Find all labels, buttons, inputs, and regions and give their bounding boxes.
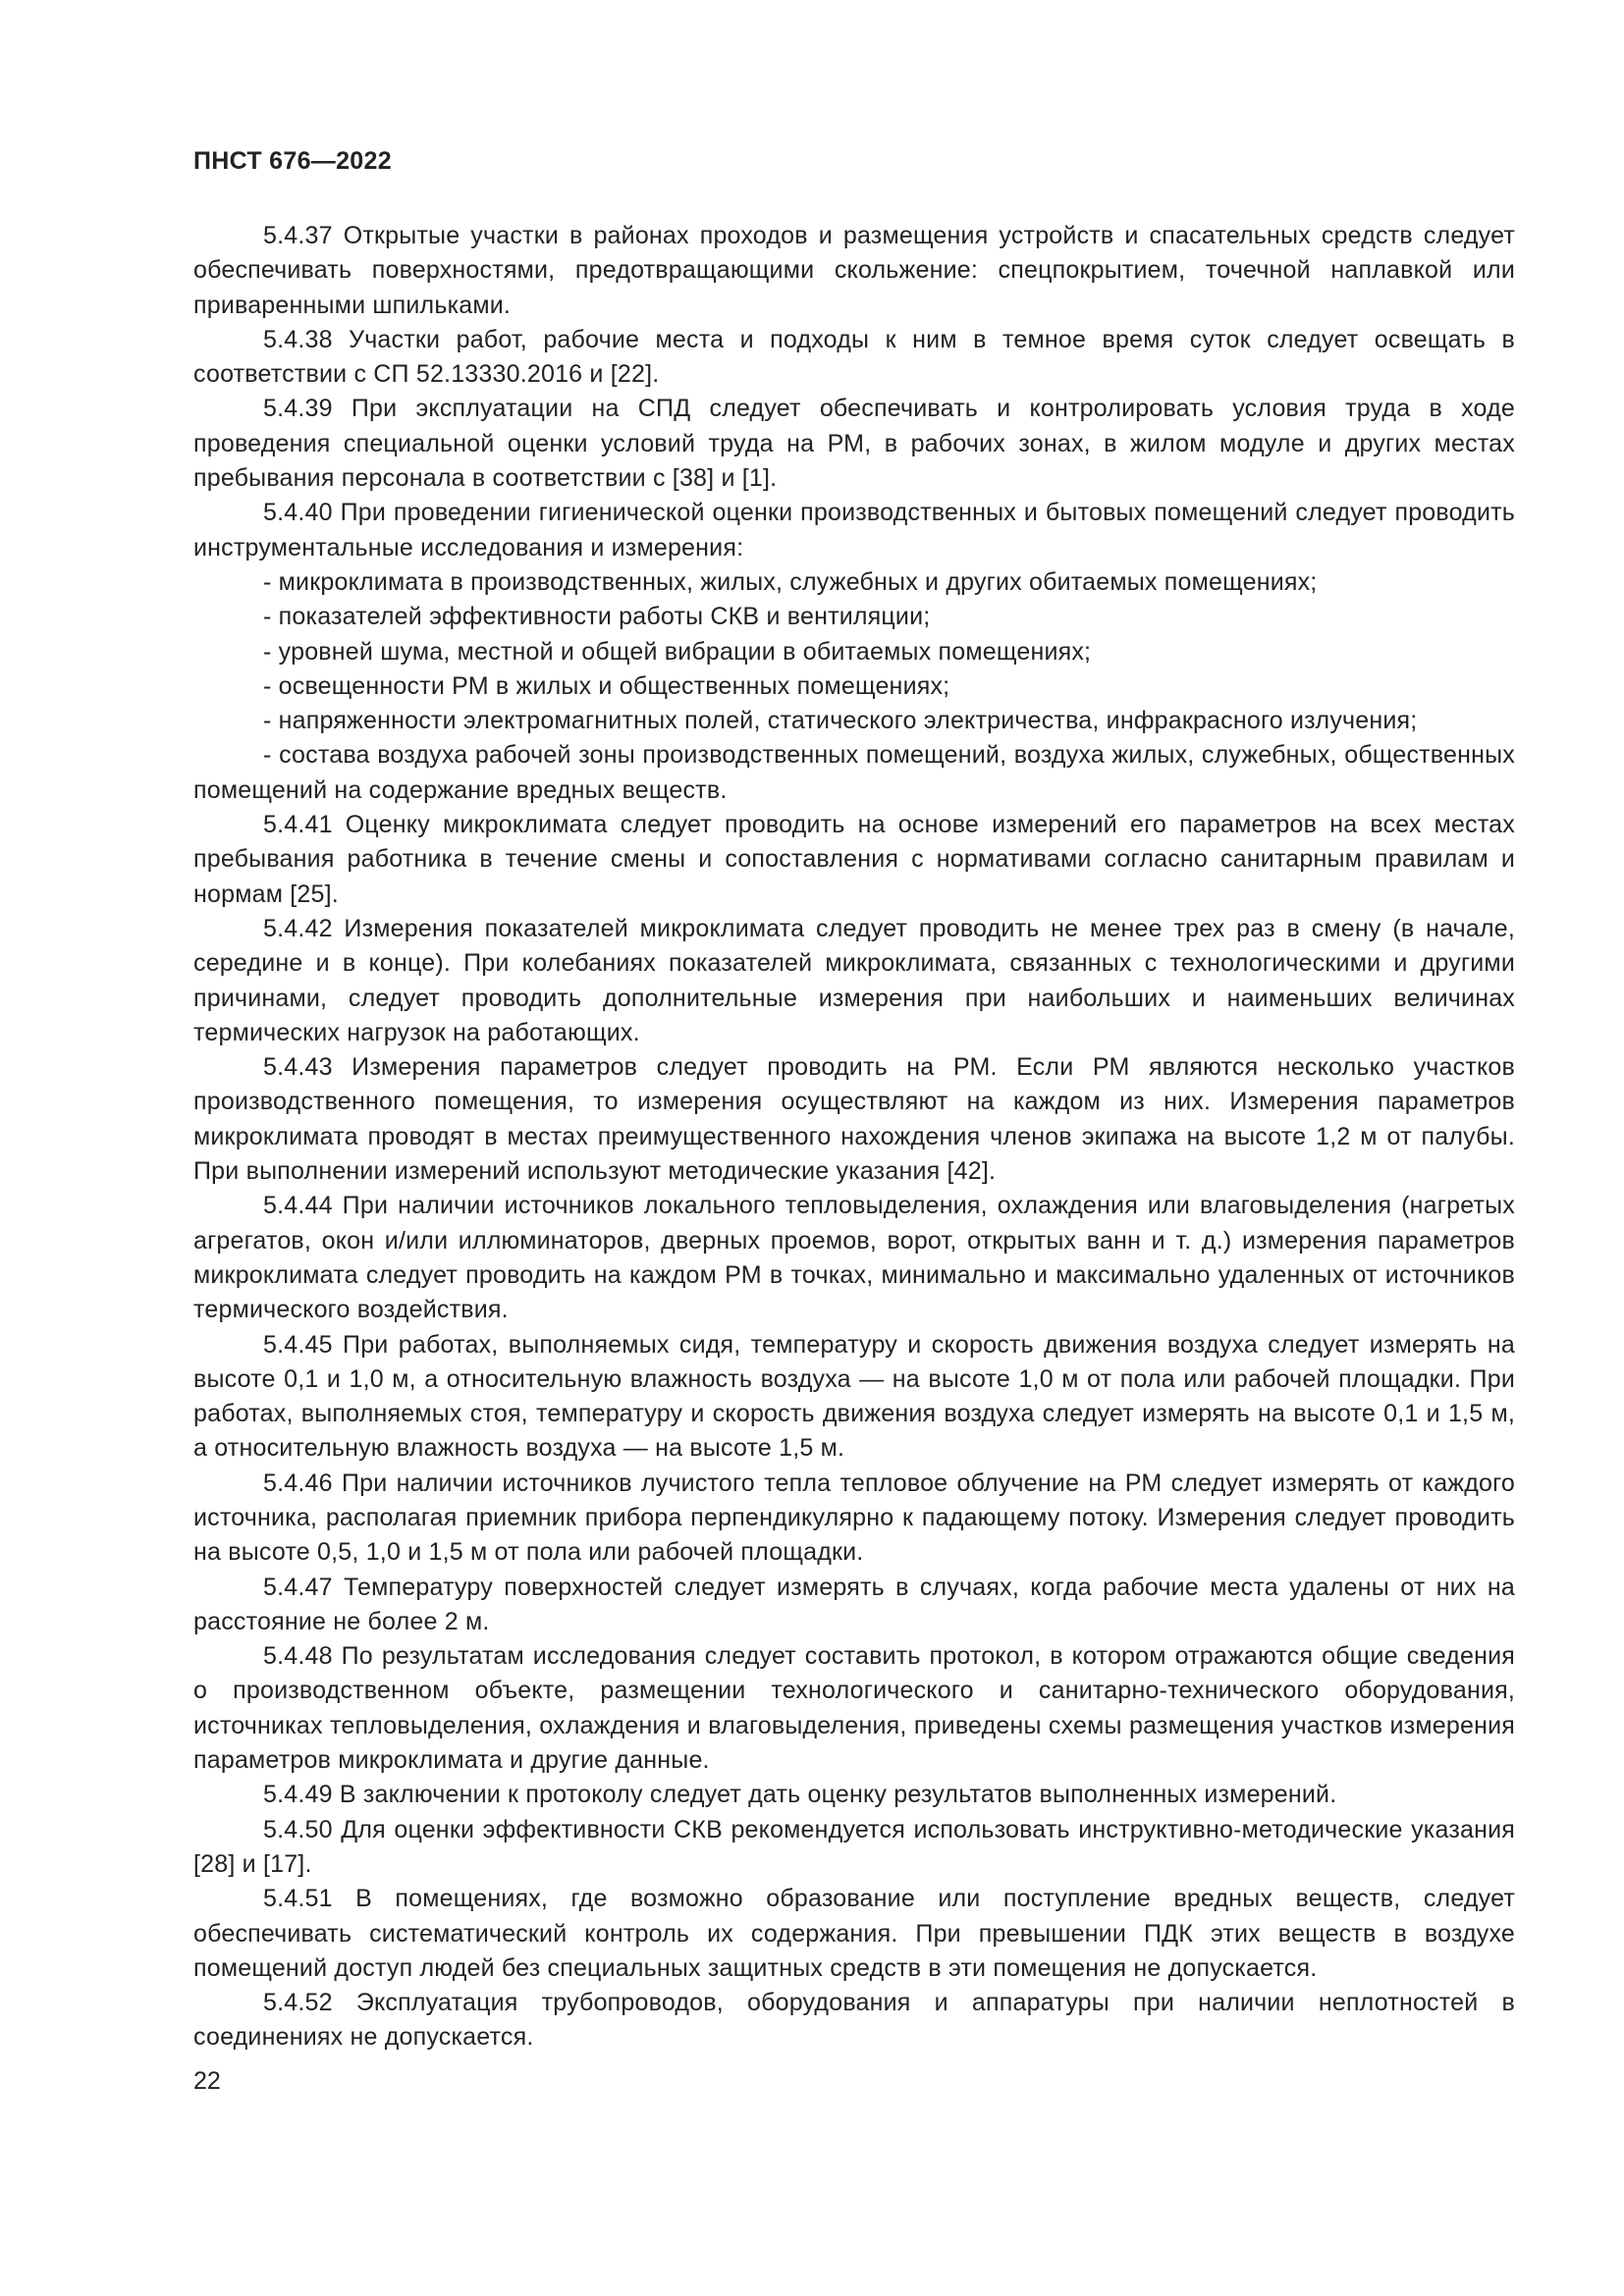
paragraph-5-4-49: 5.4.49 В заключении к протоколу следует дать оценку результатов выполненных измерений. [263, 1781, 1337, 1809]
paragraph-5-4-47: 5.4.47 Температуру поверхностей следует измерять в случаях, когда рабочие места удалены от них на расстояние не более 2 м. [193, 1573, 1515, 1635]
paragraph-5-4-43: 5.4.43 Измерения параметров следует проводить на РМ. Если РМ являются несколько участков производственного помещения, то измерения осуществляют на каждом из них. Измерения параметров микроклимата проводят в местах преимущественного нахождения членов экипажа на высоте 1,2 м от палубы. При выполнении измерений используют методические указания [42]. [193, 1053, 1515, 1186]
paragraph-5-4-40: 5.4.40 При проведении гигиенической оценки производственных и бытовых помещений следует проводить инструментальные исследования и измерения: [193, 499, 1515, 561]
paragraph-5-4-48: 5.4.48 По результатам исследования следует составить протокол, в котором отражаются общие сведения о производственном объекте, размещении технологического и санитарно-технического оборудования, источниках тепловыделения, охлаждения и влаговыделения, приведены схемы размещения участков измерения параметров микроклимата и другие данные. [193, 1642, 1515, 1775]
list-item: - состава воздуха рабочей зоны производственных помещений, воздуха жилых, служебных, общественных помещений на содержание вредных веществ. [193, 741, 1515, 804]
list-item: - освещенности РМ в жилых и общественных помещениях; [263, 671, 950, 700]
paragraph-5-4-39: 5.4.39 При эксплуатации на СПД следует обеспечивать и контролировать условия труда в ходе проведения специальной оценки условий труда на РМ, в рабочих зонах, в жилом модуле и других местах пребывания персонала в соответствии с [38] и [1]. [193, 395, 1515, 493]
paragraph-5-4-41: 5.4.41 Оценку микроклимата следует проводить на основе измерений его параметров на всех местах пребывания работника в течение смены и сопоставления с нормативами согласно санитарным правилам и нормам [25]. [193, 811, 1515, 908]
paragraph-5-4-46: 5.4.46 При наличии источников лучистого тепла тепловое облучение на РМ следует измерять от каждого источника, располагая приемник прибора перпендикулярно к падающему потоку. Измерения следует проводить на высоте 0,5, 1,0 и 1,5 м от пола или рабочей площадки. [193, 1468, 1515, 1567]
paragraph-5-4-51: 5.4.51 В помещениях, где возможно образование или поступление вредных веществ, следует обеспечивать систематический контроль их содержания. При превышении ПДК этих веществ в воздухе помещений доступ людей без специальных защитных средств в эти помещения не допускается. [193, 1885, 1515, 1982]
list-item: - показателей эффективности работы СКВ и вентиляции; [263, 603, 931, 631]
paragraph-5-4-42: 5.4.42 Измерения показателей микроклимата следует проводить не менее трех раз в смену (в начале, середине и в конце). При колебаниях показателей микроклимата, связанных с технологическими и другими причинами, следует проводить дополнительные измерения при наибольших и наименьших величинах термических нагрузок на работающих. [193, 914, 1515, 1046]
document-page [193, 0, 1515, 2296]
page-number: 22 [193, 2067, 221, 2095]
paragraph-5-4-44: 5.4.44 При наличии источников локального тепловыделения, охлаждения или влаговыделения (нагретых агрегатов, окон и/или иллюминаторов, дверных проемов, ворот, открытых ванн и т. д.) измерения параметров микроклимата следует проводить на каждом РМ в точках, минимально и максимально удаленных от источников термического воздействия. [193, 1192, 1515, 1324]
paragraph-5-4-45: 5.4.45 При работах, выполняемых сидя, температуру и скорость движения воздуха следует измерять на высоте 0,1 и 1,0 м, а относительную влажность воздуха — на высоте 1,0 м от пола или рабочей площадки. При работах, выполняемых стоя, температуру и скорость движения воздуха следует измерять на высоте 0,1 и 1,5 м, а относительную влажность воздуха — на высоте 1,5 м. [193, 1330, 1515, 1463]
list-item: - уровней шума, местной и общей вибрации в обитаемых помещениях; [263, 637, 1092, 666]
paragraph-5-4-50: 5.4.50 Для оценки эффективности СКВ рекомендуется использовать инструктивно-методические указания [28] и [17]. [193, 1815, 1515, 1878]
document-body [193, 219, 1515, 2056]
paragraph-5-4-38: 5.4.38 Участки работ, рабочие места и подходы к ним в темное время суток следует освещать в соответствии с СП 52.13330.2016 и [22]. [193, 325, 1515, 389]
document-header: ПНСТ 676—2022 [193, 147, 392, 175]
list-item: - напряженности электромагнитных полей, статического электричества, инфракрасного излучения; [263, 707, 1418, 735]
paragraph-5-4-37: 5.4.37 Открытые участки в районах проходов и размещения устройств и спасательных средств следует обеспечивать поверхностями, предотвращающими скольжение: спецпокрытием, точечной наплавкой или приваренными шпильками. [193, 222, 1515, 319]
list-item: - микроклимата в производственных, жилых, служебных и других обитаемых помещениях; [263, 567, 1318, 596]
paragraph-5-4-52: 5.4.52 Эксплуатация трубопроводов, оборудования и аппаратуры при наличии неплотностей в соединениях не допускается. [193, 1989, 1515, 2052]
